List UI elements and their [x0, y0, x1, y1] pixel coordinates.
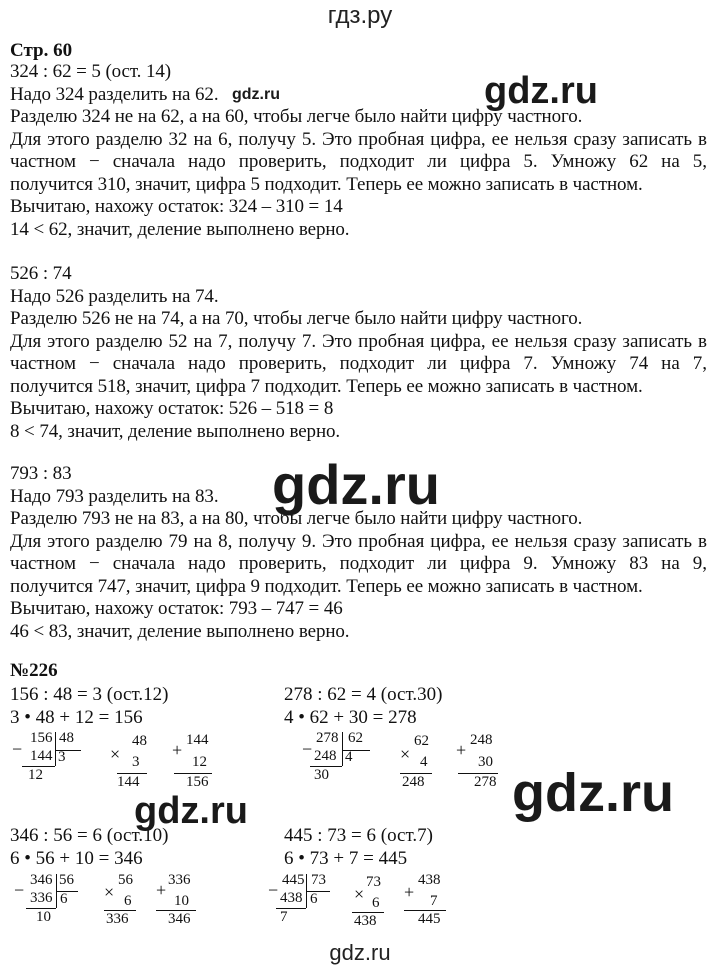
- block-intro: Надо 793 разделить на 83.: [10, 486, 219, 507]
- minus-sign: −: [14, 880, 25, 900]
- subtrahend: 336: [30, 890, 53, 906]
- addend-b: 30: [478, 754, 493, 770]
- block-round: Разделю 793 не на 83, а на 80, чтобы легче было найти цифру частного.: [10, 508, 583, 529]
- subtrahend: 248: [314, 748, 337, 764]
- example-equation: 346 : 56 = 6 (ост.10): [10, 825, 169, 846]
- addend-b: 7: [430, 893, 438, 909]
- block-round: Разделю 324 не на 62, а на 60, чтобы легче было найти цифру частного.: [10, 106, 583, 127]
- plus-sign: +: [172, 740, 183, 760]
- site-header-title: гдз.ру: [327, 2, 393, 29]
- sum: 346: [168, 911, 191, 927]
- watermark-medium: gdz.ru: [484, 70, 598, 112]
- sum: 156: [186, 774, 209, 790]
- quotient: 6: [60, 891, 68, 907]
- task-number: №226: [10, 660, 58, 681]
- block-round: Разделю 526 не на 74, а на 70, чтобы легче было найти цифру частного.: [10, 308, 583, 329]
- block-check: 14 < 62, значит, деление выполнено верно.: [10, 219, 350, 240]
- block-trial-line-1: Для этого разделю 52 на 7, получу 7. Это пробная цифра, ее нельзя сразу записать в: [10, 331, 707, 352]
- remainder: 12: [28, 767, 43, 783]
- block-trial-line-1: Для этого разделю 79 на 8, получу 9. Это пробная цифра, ее нельзя сразу записать в: [10, 531, 707, 552]
- plus-sign: +: [404, 882, 415, 902]
- addend-a: 144: [186, 732, 209, 748]
- product: 144: [117, 774, 140, 790]
- addend-a: 248: [470, 732, 493, 748]
- remainder: 10: [36, 909, 51, 925]
- example-equation: 156 : 48 = 3 (ост.12): [10, 684, 169, 705]
- dividend: 445: [282, 872, 305, 888]
- divisor: 48: [59, 730, 74, 746]
- factor-a: 62: [414, 733, 429, 749]
- block-trial-line-2: частном − сначала надо проверить, подходит ли цифра 7. Умножу 74 на 7,: [10, 353, 707, 374]
- block-remainder: Вычитаю, нахожу остаток: 526 – 518 = 8: [10, 398, 334, 419]
- times-sign: ×: [400, 744, 411, 764]
- block-trial-line-2: частном − сначала надо проверить, подходит ли цифра 5. Умножу 62 на 5,: [10, 151, 707, 172]
- factor-b: 3: [132, 754, 140, 770]
- dividend: 346: [30, 872, 53, 888]
- times-sign: ×: [104, 882, 115, 902]
- minus-sign: −: [302, 739, 313, 759]
- remainder: 7: [280, 909, 288, 925]
- block-trial-line-2: частном − сначала надо проверить, подходит ли цифра 9. Умножу 83 на 9,: [10, 553, 707, 574]
- product: 248: [402, 774, 425, 790]
- example-check-equation: 6 • 73 + 7 = 445: [284, 848, 408, 869]
- dividend: 156: [30, 730, 53, 746]
- block-equation: 526 : 74: [10, 263, 72, 284]
- addend-a: 336: [168, 872, 191, 888]
- sum: 445: [418, 911, 441, 927]
- product: 438: [354, 913, 377, 929]
- addend-a: 438: [418, 872, 441, 888]
- plus-sign: +: [156, 880, 167, 900]
- subtrahend: 144: [30, 748, 53, 764]
- block-equation: 793 : 83: [10, 463, 72, 484]
- factor-b: 4: [420, 754, 428, 770]
- block-check: 46 < 83, значит, деление выполнено верно.: [10, 621, 350, 642]
- block-trial-line-3: получится 518, значит, цифра 7 подходит. Теперь ее можно записать в частном.: [10, 376, 643, 397]
- divisor: 56: [59, 872, 74, 888]
- block-equation: 324 : 62 = 5 (ост. 14): [10, 61, 171, 82]
- block-intro: Надо 324 разделить на 62.: [10, 84, 219, 105]
- division-bar-vertical: [55, 732, 56, 766]
- example-equation: 445 : 73 = 6 (ост.7): [284, 825, 433, 846]
- factor-b: 6: [372, 895, 380, 911]
- factor-a: 48: [132, 733, 147, 749]
- subtrahend: 438: [280, 890, 303, 906]
- watermark-lower-left: gdz.ru: [134, 790, 248, 832]
- quotient: 4: [345, 749, 353, 765]
- block-check: 8 < 74, значит, деление выполнено верно.: [10, 421, 341, 442]
- minus-sign: −: [268, 880, 279, 900]
- remainder: 30: [314, 767, 329, 783]
- watermark-small: gdz.ru: [232, 86, 280, 103]
- watermark-large: gdz.ru: [272, 453, 440, 516]
- page-label: Стр. 60: [10, 40, 73, 61]
- block-remainder: Вычитаю, нахожу остаток: 793 – 747 = 46: [10, 598, 343, 619]
- minus-sign: −: [12, 739, 23, 759]
- dividend: 278: [316, 730, 339, 746]
- plus-sign: +: [456, 740, 467, 760]
- block-trial-line-1: Для этого разделю 32 на 6, получу 5. Это пробная цифра, ее нельзя сразу записать в: [10, 129, 707, 150]
- factor-a: 73: [366, 874, 381, 890]
- block-trial-line-3: получится 310, значит, цифра 5 подходит. Теперь ее можно записать в частном.: [10, 174, 643, 195]
- example-check-equation: 3 • 48 + 12 = 156: [10, 707, 143, 728]
- example-check-equation: 4 • 62 + 30 = 278: [284, 707, 417, 728]
- quotient: 6: [310, 891, 318, 907]
- quotient: 3: [58, 749, 66, 765]
- times-sign: ×: [110, 744, 121, 764]
- divisor: 62: [348, 730, 363, 746]
- block-remainder: Вычитаю, нахожу остаток: 324 – 310 = 14: [10, 196, 343, 217]
- block-intro: Надо 526 разделить на 74.: [10, 286, 219, 307]
- site-footer: gdz.ru: [329, 940, 391, 965]
- block-trial-line-3: получится 747, значит, цифра 9 подходит. Теперь ее можно записать в частном.: [10, 576, 643, 597]
- sum: 278: [474, 774, 497, 790]
- times-sign: ×: [354, 884, 365, 904]
- example-equation: 278 : 62 = 4 (ост.30): [284, 684, 443, 705]
- example-check-equation: 6 • 56 + 10 = 346: [10, 848, 143, 869]
- addend-b: 12: [192, 754, 207, 770]
- factor-b: 6: [124, 893, 132, 909]
- divisor: 73: [311, 872, 326, 888]
- product: 336: [106, 911, 129, 927]
- division-bar-vertical: [342, 732, 343, 766]
- factor-a: 56: [118, 872, 133, 888]
- watermark-right: gdz.ru: [512, 763, 674, 823]
- addend-b: 10: [174, 893, 189, 909]
